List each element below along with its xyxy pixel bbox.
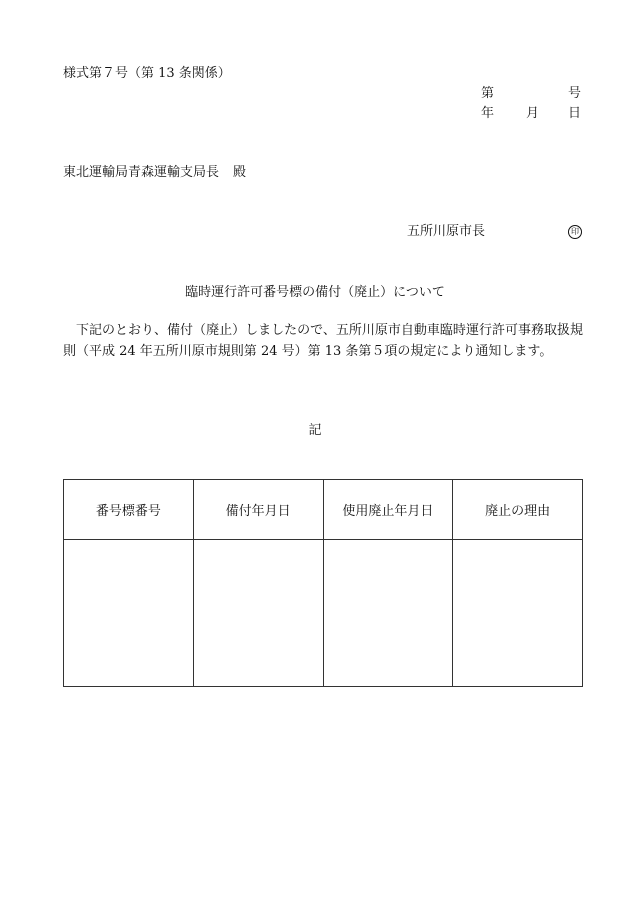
header-discontinued-date: 使用廃止年月日 — [323, 480, 453, 540]
cell-discontinue-reason[interactable] — [453, 540, 583, 687]
seal-mark: 印 — [568, 225, 582, 239]
date-day-label: 日 — [567, 106, 581, 121]
header-plate-number: 番号標番号 — [64, 480, 194, 540]
addressee — [63, 166, 246, 179]
form-number: 様式第７号（第 13 条関係） — [63, 66, 231, 81]
document-number-suffix: 号 — [567, 86, 581, 101]
document-date — [481, 107, 581, 121]
header-installed-date: 備付年月日 — [193, 480, 323, 540]
body-text: 下記のとおり、備付（廃止）しましたので、五所川原市自動車臨時運行許可事務取扱規則（平成 24 年五所川原市規則第 24 号）第 13 条第５項の規定により通知します。 — [63, 323, 583, 359]
addressee-honorific: 殿 — [233, 165, 247, 180]
date-year-label: 年 — [481, 106, 495, 121]
ki-heading: 記 — [308, 423, 322, 438]
table-row — [64, 540, 583, 687]
cell-installed-date[interactable] — [193, 540, 323, 687]
record-table — [63, 479, 583, 687]
header-discontinue-reason: 廃止の理由 — [453, 480, 583, 540]
body-paragraph — [63, 320, 583, 362]
document-subject: 臨時運行許可番号標の備付（廃止）について — [185, 285, 445, 300]
document-number-prefix: 第 — [481, 86, 495, 101]
cell-discontinued-date[interactable] — [323, 540, 453, 687]
date-month-label: 月 — [526, 106, 540, 121]
table-header-row — [64, 480, 583, 540]
sender-name: 五所川原市長 — [407, 224, 486, 239]
cell-plate-number[interactable] — [64, 540, 194, 687]
addressee-name: 東北運輸局青森運輸支局長 — [63, 165, 220, 180]
